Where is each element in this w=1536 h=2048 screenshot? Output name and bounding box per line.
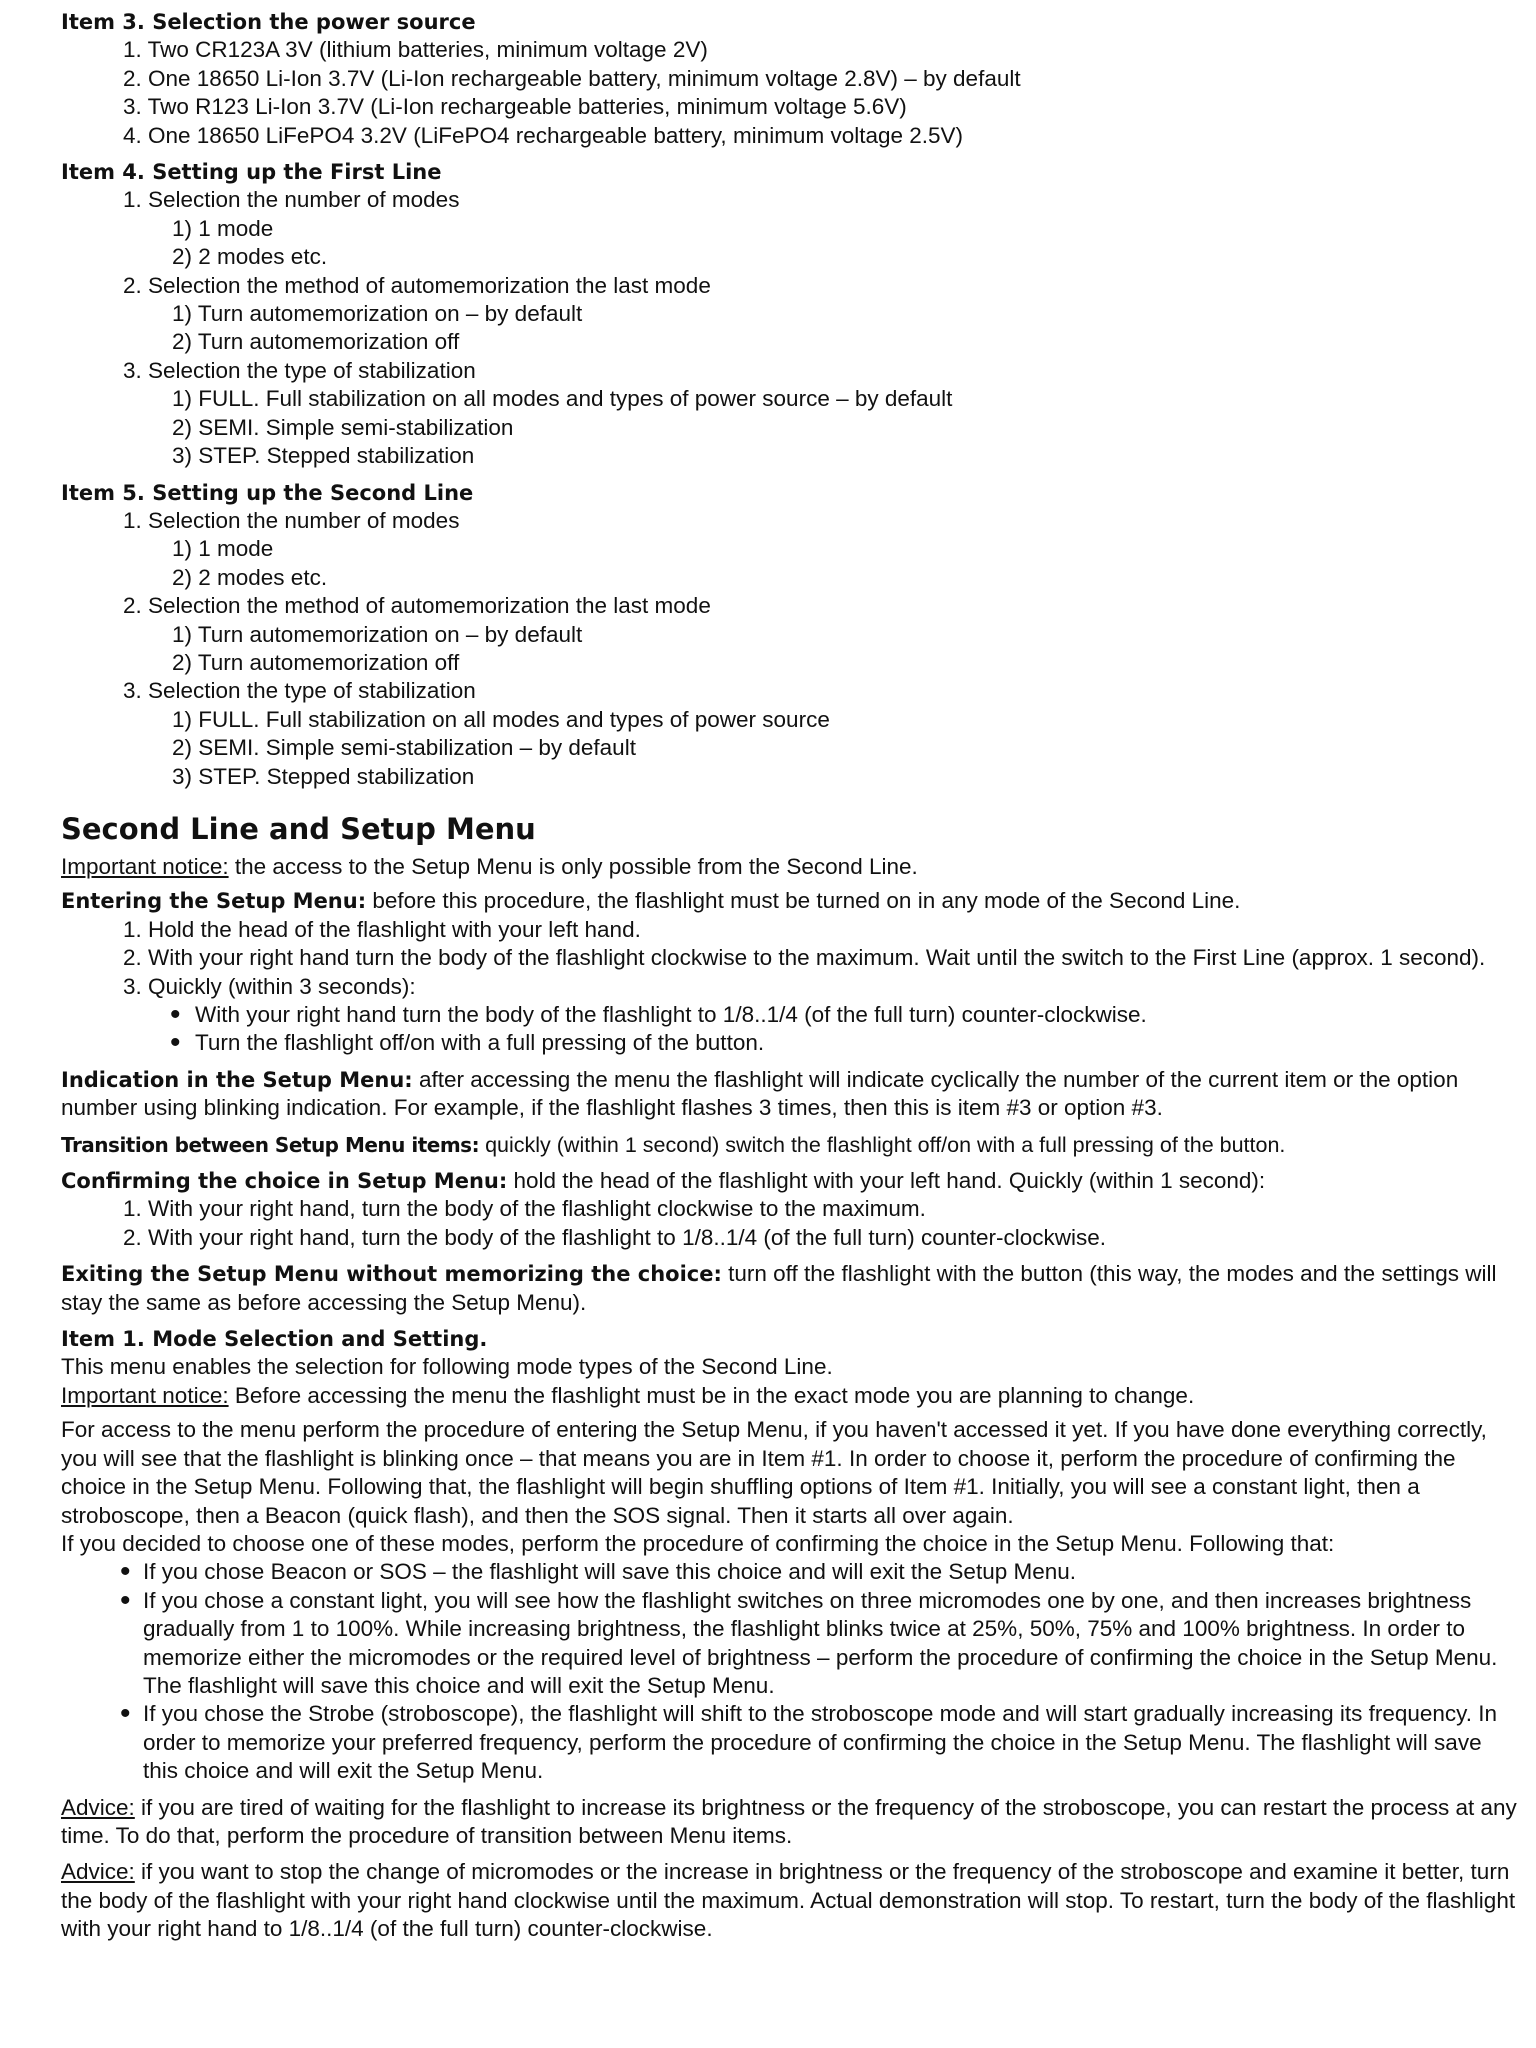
item1-bullet-1: • If you chose Beacon or SOS – the flashlight will save this choice and will exit the Setup Menu.: [61, 1558, 1521, 1586]
item1-notice-text: Before accessing the menu the flashlight must be in the exact mode you are planning to change.: [228, 1382, 1195, 1408]
item4-step-2-option-2: 2) Turn automemorization off: [172, 329, 460, 355]
item4-step-3-option-3: 3) STEP. Stepped stabilization: [172, 443, 475, 469]
entering-bullet-2: • Turn the flashlight off/on with a full pressing of the button.: [61, 1029, 1521, 1057]
item3-option-1: 1. Two CR123A 3V (lithium batteries, minimum voltage 2V): [123, 37, 708, 63]
item4-step-1: 1. Selection the number of modes: [123, 187, 460, 213]
item4-step-2: 2. Selection the method of automemorization the last mode: [123, 272, 711, 298]
entering-step-3: 3. Quickly (within 3 seconds):: [123, 973, 416, 999]
confirming-step-1: 1. With your right hand, turn the body of the flashlight clockwise to the maximum.: [123, 1196, 926, 1222]
confirming-label: Confirming the choice in Setup Menu:: [61, 1169, 508, 1194]
confirming-setup-menu: [61, 1167, 1521, 1195]
item4-heading: Item 4. Setting up the First Line: [61, 160, 442, 185]
entering-text: before this procedure, the flashlight must be turned on in any mode of the Second Line.: [366, 888, 1241, 914]
item1-paragraph-2: If you decided to choose one of these modes, perform the procedure of confirming the choice in the Setup Menu. Following that:: [61, 1530, 1335, 1556]
entering-bullet-1: • With your right hand turn the body of the flashlight to 1/8..1/4 (of the full turn) counter-clockwise.: [61, 1001, 1521, 1029]
advice-2-text: if you want to stop the change of micromodes or the increase in brightness or the frequency of the stroboscope and examine it better, turn the body of the flashlight with your right hand clockwise until the maximum. Actual demonstration will stop. To restart, turn the body of the flashlight with your right hand to 1/8..1/4 (of the full turn) counter-clockwise.: [61, 1859, 1516, 1942]
item4-step-1-option-2: 2) 2 modes etc.: [172, 244, 328, 270]
item3-heading: Item 3. Selection the power source: [61, 10, 476, 34]
item3-option-2: 2. One 18650 Li-Ion 3.7V (Li-Ion rechargeable battery, minimum voltage 2.8V) – by default: [123, 65, 1021, 91]
item4-step-1-option-1: 1) 1 mode: [172, 215, 274, 241]
item5-step-2-option-1: 1) Turn automemorization on – by default: [172, 621, 583, 647]
entering-label: Entering the Setup Menu:: [61, 889, 367, 914]
entering-step-2: 2. With your right hand turn the body of the flashlight clockwise to the maximum. Wait until the switch to the First Line (approx. 1 second).: [123, 945, 1486, 971]
item1-heading: Item 1. Mode Selection and Setting.: [61, 1327, 488, 1352]
item3-option-4: 4. One 18650 LiFePO4 3.2V (LiFePO4 rechargeable battery, minimum voltage 2.5V): [123, 122, 964, 148]
important-notice: [61, 853, 1521, 881]
confirming-text: hold the head of the flashlight with your left hand. Quickly (within 1 second):: [507, 1168, 1266, 1194]
manual-page: [61, 8, 1521, 1944]
entering-setup-menu: [61, 887, 1521, 915]
item5-step-3-option-3: 3) STEP. Stepped stabilization: [172, 763, 475, 789]
advice-1: [61, 1794, 1521, 1851]
indication-label: Indication in the Setup Menu:: [61, 1067, 413, 1092]
item5-step-3-option-1: 1) FULL. Full stabilization on all modes and types of power source: [172, 706, 830, 732]
item4-step-2-option-1: 1) Turn automemorization on – by default: [172, 301, 583, 327]
important-notice-label: Important notice:: [61, 853, 229, 879]
item1-bullet-3: • If you chose the Strobe (stroboscope), the flashlight will shift to the stroboscope mode and will start gradually increasing its frequency. In order to memorize your preferred frequency, perform the procedure of confirming the choice in the Setup Menu. The flashlight will save this choice and will exit the Setup Menu.: [61, 1700, 1521, 1785]
entering-step-1: 1. Hold the head of the flashlight with your left hand.: [123, 916, 641, 942]
indication-setup-menu: [61, 1066, 1521, 1123]
item1-intro: This menu enables the selection for following mode types of the Second Line.: [61, 1354, 833, 1380]
important-notice-text: the access to the Setup Menu is only possible from the Second Line.: [228, 853, 918, 879]
transition-label: Transition between Setup Menu items:: [61, 1132, 480, 1157]
item4-step-3-option-2: 2) SEMI. Simple semi-stabilization: [172, 414, 514, 440]
item5-step-1-option-1: 1) 1 mode: [172, 536, 274, 562]
exiting-label: Exiting the Setup Menu without memorizing the choice:: [61, 1262, 722, 1287]
item1-notice-label: Important notice:: [61, 1382, 229, 1408]
confirming-step-2: 2. With your right hand, turn the body of the flashlight to 1/8..1/4 (of the full turn) counter-clockwise.: [123, 1224, 1107, 1250]
item4-step-3: 3. Selection the type of stabilization: [123, 357, 476, 383]
item4-step-3-option-1: 1) FULL. Full stabilization on all modes and types of power source – by default: [172, 386, 953, 412]
item1-bullet-2: • If you chose a constant light, you will see how the flashlight switches on three micromodes one by one, and then increases brightness gradually from 1 to 100%. While increasing brightness, the flashlight blinks twice at 25%, 50%, 75% and 100% brightness. In order to memorize either the micromodes or the required level of brightness – perform the procedure of confirming the choice in the Setup Menu. The flashlight will save this choice and will exit the Setup Menu.: [61, 1587, 1521, 1701]
indication-text: after accessing the menu the flashlight will indicate cyclically the number of the current item or the option number using blinking indication. For example, if the flashlight flashes 3 times, then this is item #3 or option #3.: [61, 1066, 1459, 1121]
exiting-setup-menu: [61, 1260, 1521, 1317]
section-heading: Second Line and Setup Menu: [61, 811, 536, 846]
advice-2-label: Advice:: [61, 1859, 135, 1885]
transition-text: quickly (within 1 second) switch the flashlight off/on with a full pressing of the button.: [479, 1132, 1286, 1157]
exiting-text: turn off the flashlight with the button (this way, the modes and the settings will stay the same as before accessing the Setup Menu).: [61, 1261, 1497, 1315]
item5-step-1: 1. Selection the number of modes: [123, 507, 460, 533]
item3-option-3: 3. Two R123 Li-Ion 3.7V (Li-Ion rechargeable batteries, minimum voltage 5.6V): [123, 94, 907, 120]
transition-setup-menu: [61, 1131, 1521, 1159]
item5-heading: Item 5. Setting up the Second Line: [61, 480, 474, 505]
item5-step-2-option-2: 2) Turn automemorization off: [172, 649, 460, 675]
item5-step-3: 3. Selection the type of stabilization: [123, 678, 476, 704]
advice-2: [61, 1858, 1521, 1943]
item1-notice: [61, 1382, 1521, 1410]
advice-1-label: Advice:: [61, 1794, 135, 1820]
item5-step-1-option-2: 2) 2 modes etc.: [172, 564, 328, 590]
item5-step-2: 2. Selection the method of automemorization the last mode: [123, 593, 711, 619]
item1-paragraph-1: For access to the menu perform the procedure of entering the Setup Menu, if you haven't accessed it yet. If you have done everything correctly, you will see that the flashlight is blinking once – that means you are in Item #1. In order to choose it, perform the procedure of confirming the choice in the Setup Menu. Following that, the flashlight will begin shuffling options of Item #1. Initially, you will see a constant light, then a stroboscope, then a Beacon (quick flash), and then the SOS signal. Then it starts all over again.: [61, 1417, 1487, 1528]
item5-step-3-option-2: 2) SEMI. Simple semi-stabilization – by default: [172, 735, 636, 761]
advice-1-text: if you are tired of waiting for the flashlight to increase its brightness or the frequency of the stroboscope, you can restart the process at any time. To do that, perform the procedure of transition between Menu items.: [61, 1794, 1517, 1848]
